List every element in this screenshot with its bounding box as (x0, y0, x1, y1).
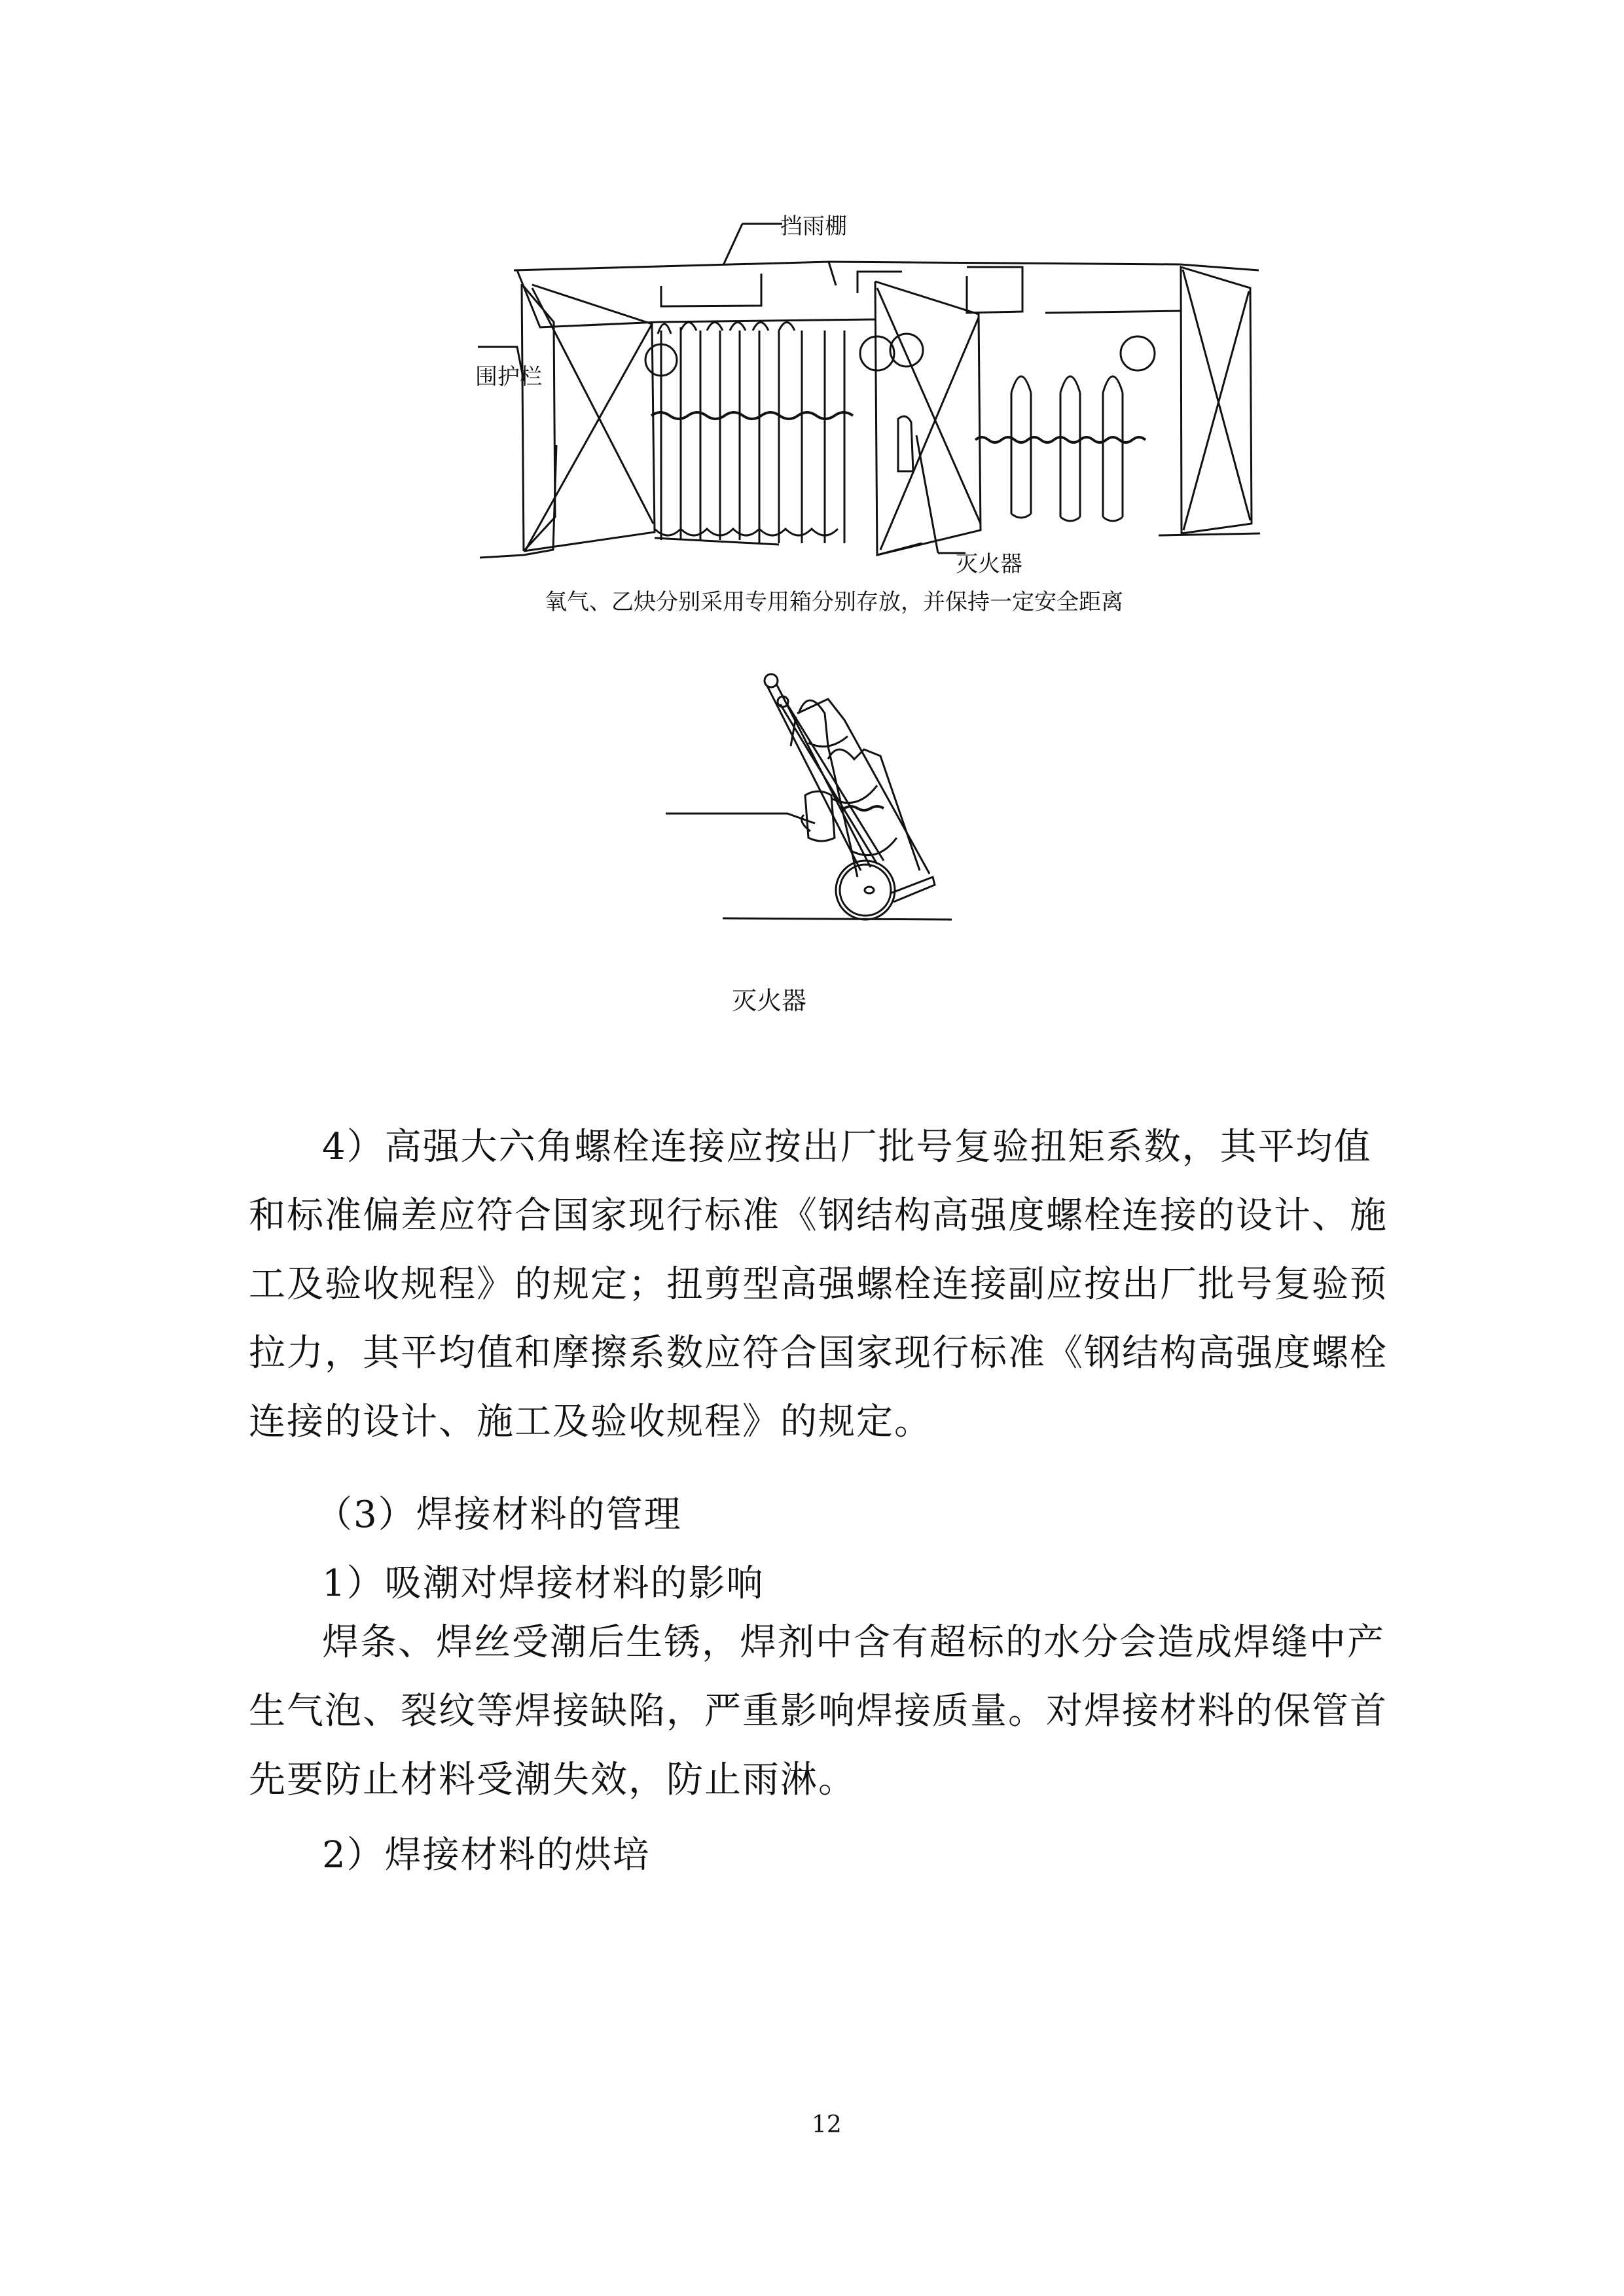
label-fence: 围护栏 (475, 364, 542, 390)
label-extinguisher: 灭火器 (956, 551, 1022, 577)
text-line: 4）高强大六角螺栓连接应按出厂批号复验扭矩系数，其平均值 (322, 1126, 1372, 1168)
label-rain-shelter: 挡雨棚 (780, 213, 847, 240)
paragraph-bolt-testing (249, 1113, 1401, 1456)
storage-shed-drawing (0, 0, 1624, 655)
figure1-caption: 氧气、乙炔分别采用专用箱分别存放，并保持一定安全距离 (545, 589, 1123, 615)
extinguisher-cart-drawing (0, 655, 1624, 982)
section-heading-welding-materials: （3）焊接材料的管理 (316, 1494, 682, 1536)
figure2-caption: 灭火器 (732, 986, 807, 1015)
text-line: 焊条、焊丝受潮后生锈，焊剂中含有超标的水分会造成焊缝中产 (322, 1621, 1385, 1664)
text-line: 连接的设计、施工及验收规程》的规定。 (249, 1401, 932, 1443)
text-line: 生气泡、裂纹等焊接缺陷，严重影响焊接质量。对焊接材料的保管首 (249, 1690, 1388, 1732)
text-line: 和标准偏差应符合国家现行标准《钢结构高强度螺栓连接的设计、施 (249, 1194, 1388, 1237)
subheading-moisture-effect: 1）吸潮对焊接材料的影响 (322, 1562, 765, 1605)
text-line: 拉力，其平均值和摩擦系数应符合国家现行标准《钢结构高强度螺栓 (249, 1332, 1388, 1374)
paragraph-moisture-effect (249, 1608, 1401, 1814)
text-line: 工及验收规程》的规定；扭剪型高强螺栓连接副应按出厂批号复验预 (249, 1263, 1388, 1306)
text-line: 先要防止材料受潮失效，防止雨淋。 (249, 1759, 856, 1801)
page-number: 12 (812, 2111, 842, 2138)
subheading-baking: 2）焊接材料的烘培 (322, 1834, 651, 1876)
